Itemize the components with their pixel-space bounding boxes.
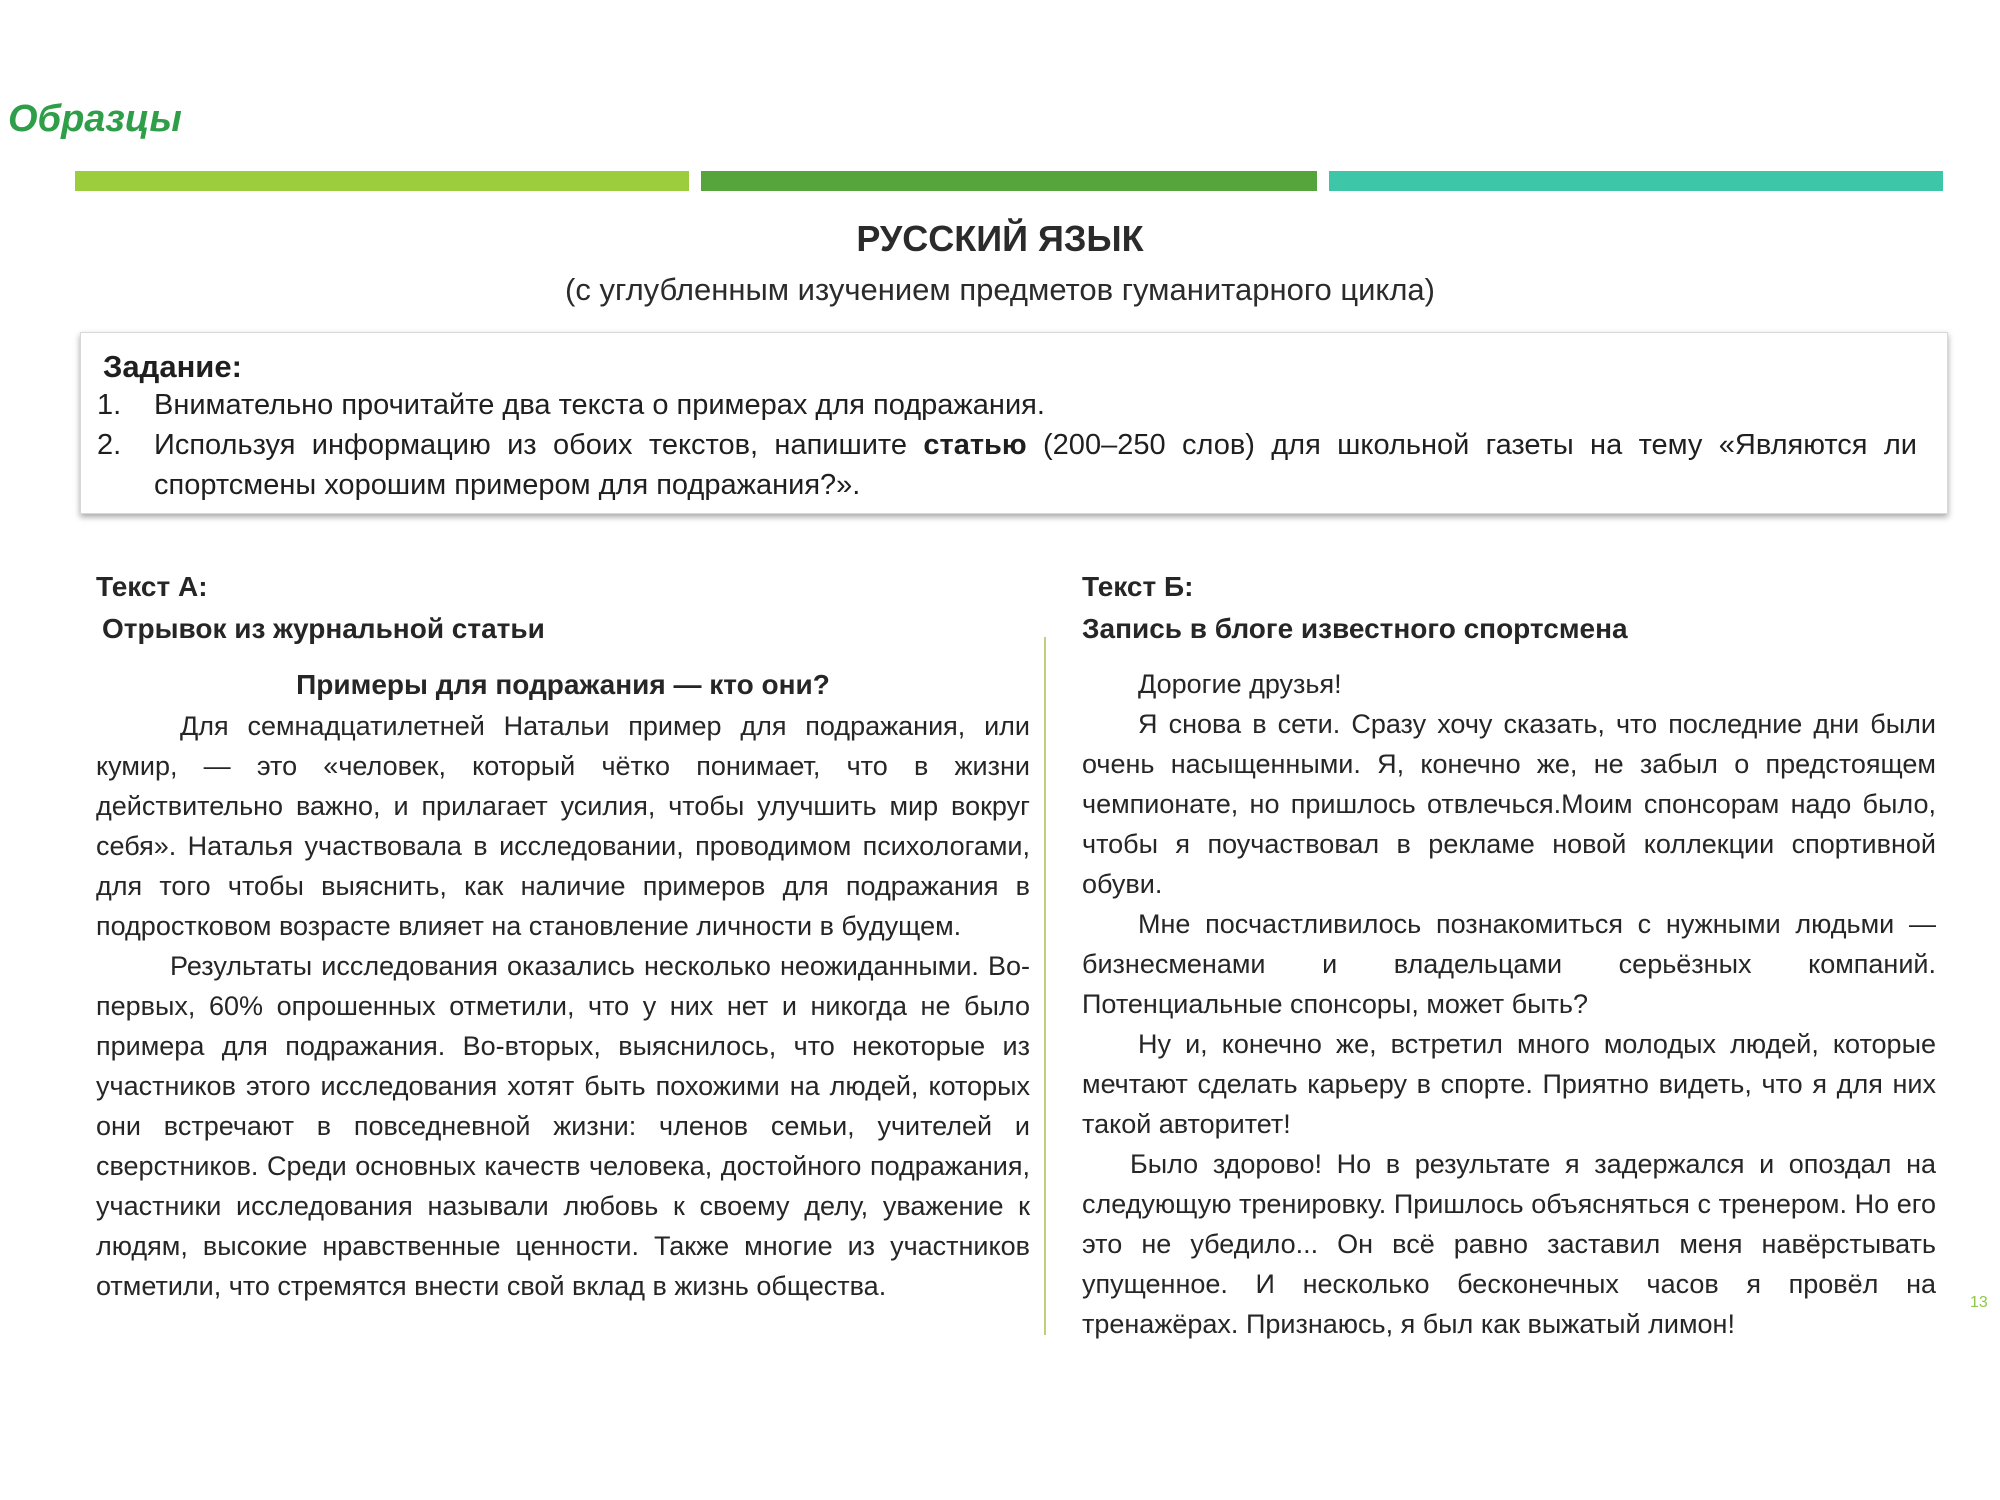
accent-bar-teal xyxy=(1329,171,1943,191)
page-title: РУССКИЙ ЯЗЫК xyxy=(856,218,1144,259)
article-title: Примеры для подражания — кто они? xyxy=(296,669,830,700)
text-a-paragraph: Результаты исследования оказались несколько неожиданными. Во-первых, 60% опрошенных отметили, что у них нет и никогда не было примера для подражания. Во-вторых, выяснилось, что некоторые из участников этого исследования хотят быть похожими на людей, которых они встречают в повседневной жизни: членов семьи, учителей и сверстников. Среди основных качеств человека, достойного подражания, участники исследования называли любовь к своему делу, уважение к людям, высокие нравственные ценности. Также многие из участников отметили, что стремятся внести свой вклад в жизнь общества. xyxy=(96,951,1030,1301)
task-item-number: 2. xyxy=(97,429,122,461)
text-a-paragraph: Для семнадцатилетней Натальи пример для подражания, или кумир, — это «человек, который чётко понимает, что в жизни действительно важно, и прилагает усилия, чтобы улучшить мир вокруг себя». Наталья участвовала в исследовании, проводимом психологами, для того чтобы выяснить, как наличие примеров для подражания в подростковом возрасте влияет на становление личности в будущем. xyxy=(96,711,1030,941)
page-number: 13 xyxy=(1970,1294,1988,1311)
text-a-source: Отрывок из журнальной статьи xyxy=(102,613,545,644)
task-heading: Задание: xyxy=(103,349,242,384)
text-b-paragraph: Я снова в сети. Сразу хочу сказать, что последние дни были очень насыщенными. Я, конечно же, не забыл о предстоящем чемпионате, но пришлось отвлечься.Моим спонсорам надо было, чтобы я поучаствовал в рекламе новой коллекции спортивной обуви. xyxy=(1082,709,1936,899)
section-label: Образцы xyxy=(8,98,182,140)
column-divider xyxy=(1044,637,1046,1335)
task-item-text: Внимательно прочитайте два текста о примерах для подражания. xyxy=(154,389,1045,421)
task-box xyxy=(80,332,1948,514)
text-a-column xyxy=(96,566,1030,1306)
task-item-number: 1. xyxy=(97,389,122,421)
task-item-text xyxy=(154,425,1917,505)
task-item-emphasis: статью xyxy=(923,429,1027,461)
accent-bar-light-green xyxy=(75,171,689,191)
text-b-column xyxy=(1082,566,1936,1344)
blog-greeting: Дорогие друзья! xyxy=(1138,669,1342,699)
task-item-2 xyxy=(97,425,1917,505)
task-item-text-end: (200–250 слов) для школьной газеты на тему «Являются ли спортсмены хорошим примером для подражания?». xyxy=(154,429,1917,501)
text-b-paragraph: Мне посчастливилось познакомиться с нужными людьми — бизнесменами и владельцами серьёзных компаний. Потенциальные спонсоры, может быть? xyxy=(1082,909,1936,1019)
text-a-label: Текст А: xyxy=(96,571,208,602)
task-item-1 xyxy=(97,385,1917,425)
page-subtitle: (с углубленным изучением предметов гуманитарного цикла) xyxy=(565,272,1435,307)
text-b-label: Текст Б: xyxy=(1082,571,1194,602)
text-b-paragraph: Ну и, конечно же, встретил много молодых людей, которые мечтают сделать карьеру в спорте. Приятно видеть, что я для них такой авторитет! xyxy=(1082,1029,1936,1139)
task-item-text-start: Используя информацию из обоих текстов, напишите xyxy=(154,429,924,461)
text-b-source: Запись в блоге известного спортсмена xyxy=(1082,613,1628,644)
text-b-paragraph: Было здорово! Но в результате я задержался и опоздал на следующую тренировку. Пришлось объясняться с тренером. Но его это не убедило... Он всё равно заставил меня навёрстывать упущенное. И несколько бесконечных часов я провёл на тренажёрах. Признаюсь, я был как выжатый лимон! xyxy=(1082,1149,1936,1339)
accent-bar-green xyxy=(701,171,1317,191)
